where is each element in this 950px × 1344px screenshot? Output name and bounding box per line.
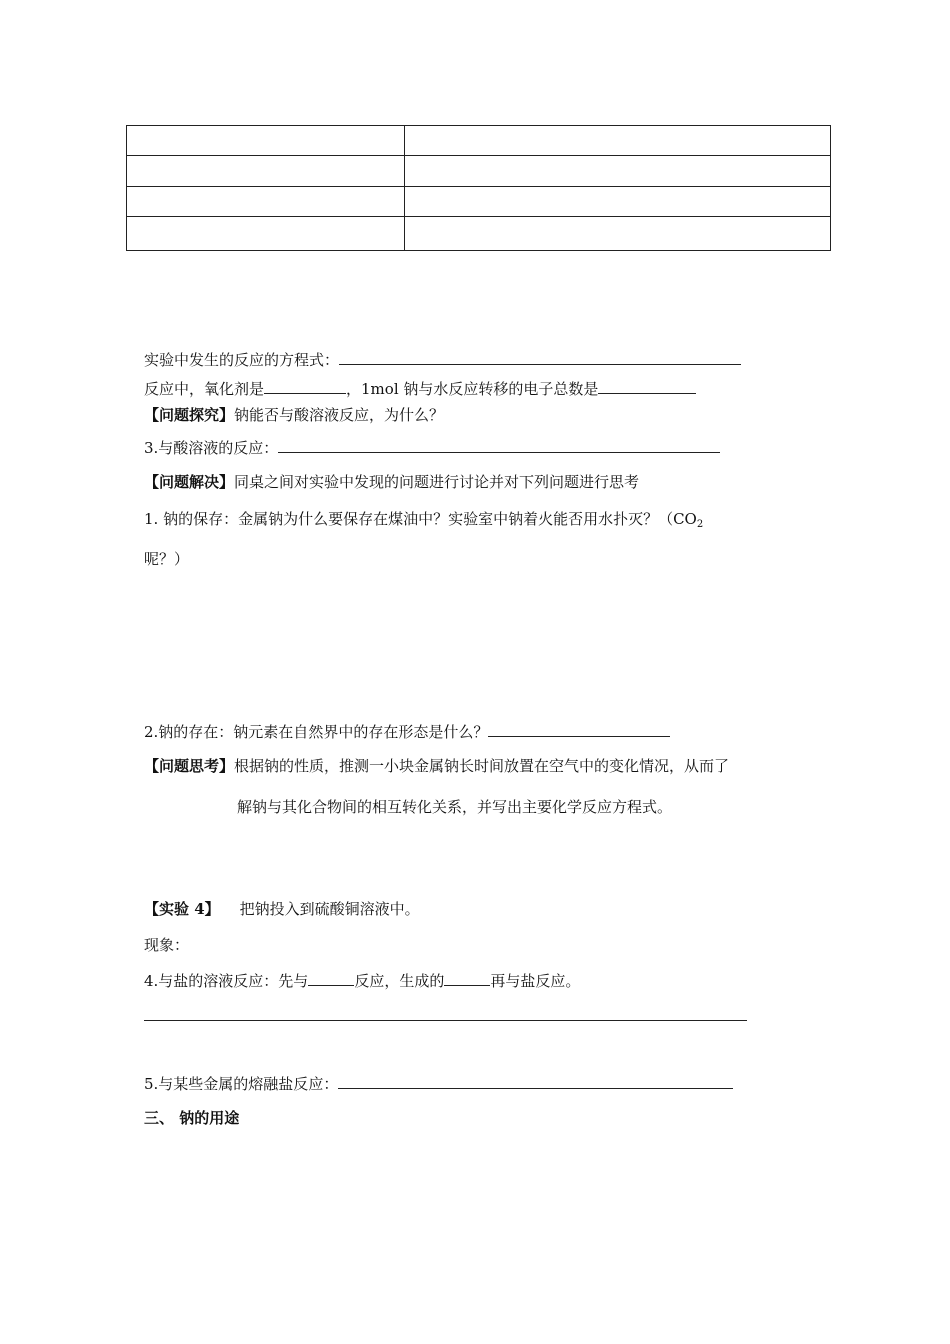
salt-label-b: 反应，生成的 [354, 972, 445, 990]
acid-label: 3.与酸溶液的反应： [144, 439, 279, 457]
oxidizer-label: 反应中，氧化剂是 [144, 380, 265, 398]
table-cell [405, 187, 831, 217]
solve-text: 同桌之间对实验中发现的问题进行讨论并对下列问题进行思考 [234, 473, 640, 491]
equation-blank[interactable] [339, 350, 741, 365]
think-line [144, 756, 729, 776]
storage-end-line [144, 549, 189, 569]
explore-line [144, 405, 444, 425]
salt-label-a: 4.与盐的溶液反应：先与 [144, 972, 309, 990]
acid-line [144, 438, 720, 458]
table-cell [405, 126, 831, 156]
table-cell [127, 156, 405, 187]
section-title-text: 三、 钠的用途 [144, 1109, 240, 1127]
table-cell [127, 126, 405, 156]
oxidizer-blank[interactable] [264, 379, 346, 394]
molten-blank[interactable] [338, 1074, 733, 1089]
solve-line [144, 472, 639, 492]
existence-line [144, 722, 670, 742]
storage-line [144, 509, 703, 535]
table-row [127, 187, 831, 217]
data-table [126, 125, 831, 251]
table-cell [405, 217, 831, 251]
think-tag: 【问题思考】 [144, 757, 235, 775]
think-text-2: 解钠与其化合物间的相互转化关系，并写出主要化学反应方程式。 [237, 798, 673, 816]
salt-line [144, 971, 580, 991]
electron-blank[interactable] [598, 379, 696, 394]
molten-label: 5.与某些金属的熔融盐反应： [144, 1075, 339, 1093]
existence-blank[interactable] [488, 722, 670, 737]
electron-label: ，1mol 钠与水反应转移的电子总数是 [346, 380, 599, 398]
exp4-tag: 【实验 4】 [144, 900, 220, 918]
think-text: 根据钠的性质，推测一小块金属钠长时间放置在空气中的变化情况，从而了 [234, 757, 730, 775]
equation-line [144, 350, 741, 370]
exp4-text: 把钠投入到硫酸铜溶液中。 [239, 900, 420, 918]
molten-line [144, 1074, 733, 1094]
solve-tag: 【问题解决】 [144, 473, 235, 491]
phenomenon-label: 现象： [144, 936, 190, 954]
think-line-2 [237, 797, 672, 817]
table-cell [405, 156, 831, 187]
salt-blank-1[interactable] [308, 971, 354, 986]
equation-label: 实验中发生的反应的方程式： [144, 351, 340, 369]
salt-blank-2[interactable] [444, 971, 490, 986]
storage-end: 呢？） [144, 550, 190, 568]
table-row [127, 156, 831, 187]
existence-text: 2.钠的存在：钠元素在自然界中的存在形态是什么？ [144, 723, 489, 741]
section-title [144, 1108, 239, 1128]
table-cell [127, 217, 405, 251]
answer-line[interactable] [144, 1020, 747, 1021]
acid-blank[interactable] [278, 438, 720, 453]
table-row [127, 217, 831, 251]
explore-text: 钠能否与酸溶液反应，为什么？ [234, 406, 445, 424]
table-cell [127, 187, 405, 217]
oxidizer-line [144, 379, 696, 399]
explore-tag: 【问题探究】 [144, 406, 235, 424]
exp4-line [144, 899, 420, 919]
table-row [127, 126, 831, 156]
phenomenon-line [144, 935, 189, 955]
storage-text: 1. 钠的保存：金属钠为什么要保存在煤油中？实验室中钠着火能否用水扑灭？（CO [144, 510, 697, 528]
salt-label-c: 再与盐反应。 [490, 972, 581, 990]
storage-subscript: 2 [696, 519, 704, 530]
